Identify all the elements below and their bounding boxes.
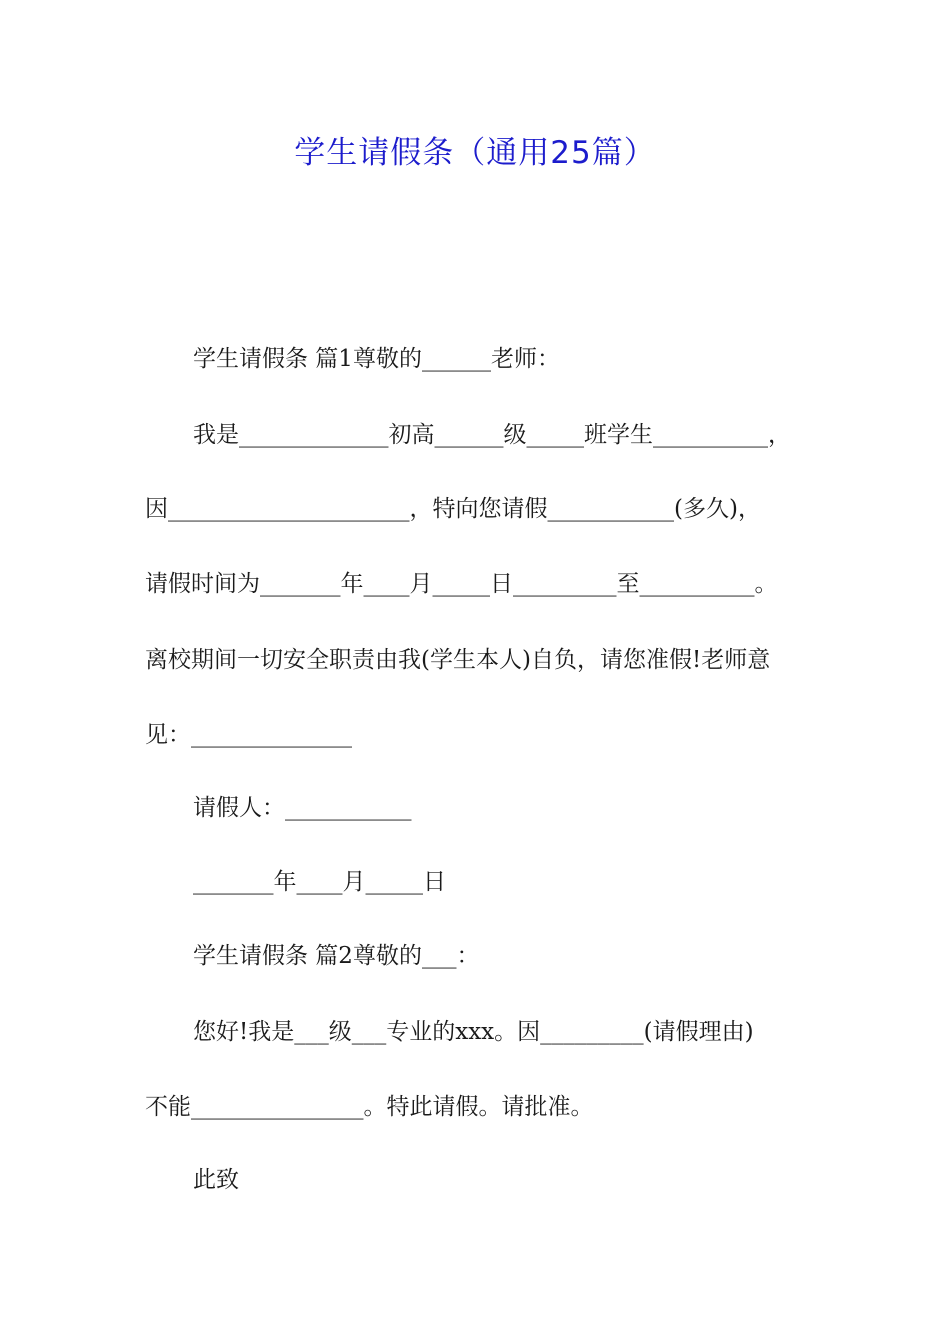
document-title: 学生请假条（通用25篇） — [294, 135, 656, 171]
letter1-line-responsibility: 离校期间一切安全职责由我(学生本人)自负，请您准假!老师意 — [145, 647, 771, 673]
letter1-line-date: _______年____月_____日 — [193, 869, 446, 895]
letter1-line-period: 请假时间为_______年____月_____日_________至__________。 — [145, 571, 778, 597]
letter2-line-greeting: 您好!我是___级___专业的xxx。因_________(请假理由) — [193, 1019, 754, 1045]
letter2-line-closing: 此致 — [193, 1167, 239, 1193]
letter2-line-request: 不能_______________。特此请假。请批准。 — [145, 1094, 594, 1120]
letter1-heading: 学生请假条 篇1尊敬的______老师： — [193, 346, 560, 372]
letter1-line-teacher-opinion: 见：______________ — [145, 722, 352, 748]
letter1-line-reason: 因_____________________，特向您请假___________(多久)， — [145, 496, 761, 522]
letter1-line-applicant: 请假人：___________ — [193, 795, 412, 821]
letter1-line-identity: 我是_____________初高______级_____班学生__________， — [193, 422, 791, 448]
letter2-heading: 学生请假条 篇2尊敬的___： — [193, 943, 480, 969]
